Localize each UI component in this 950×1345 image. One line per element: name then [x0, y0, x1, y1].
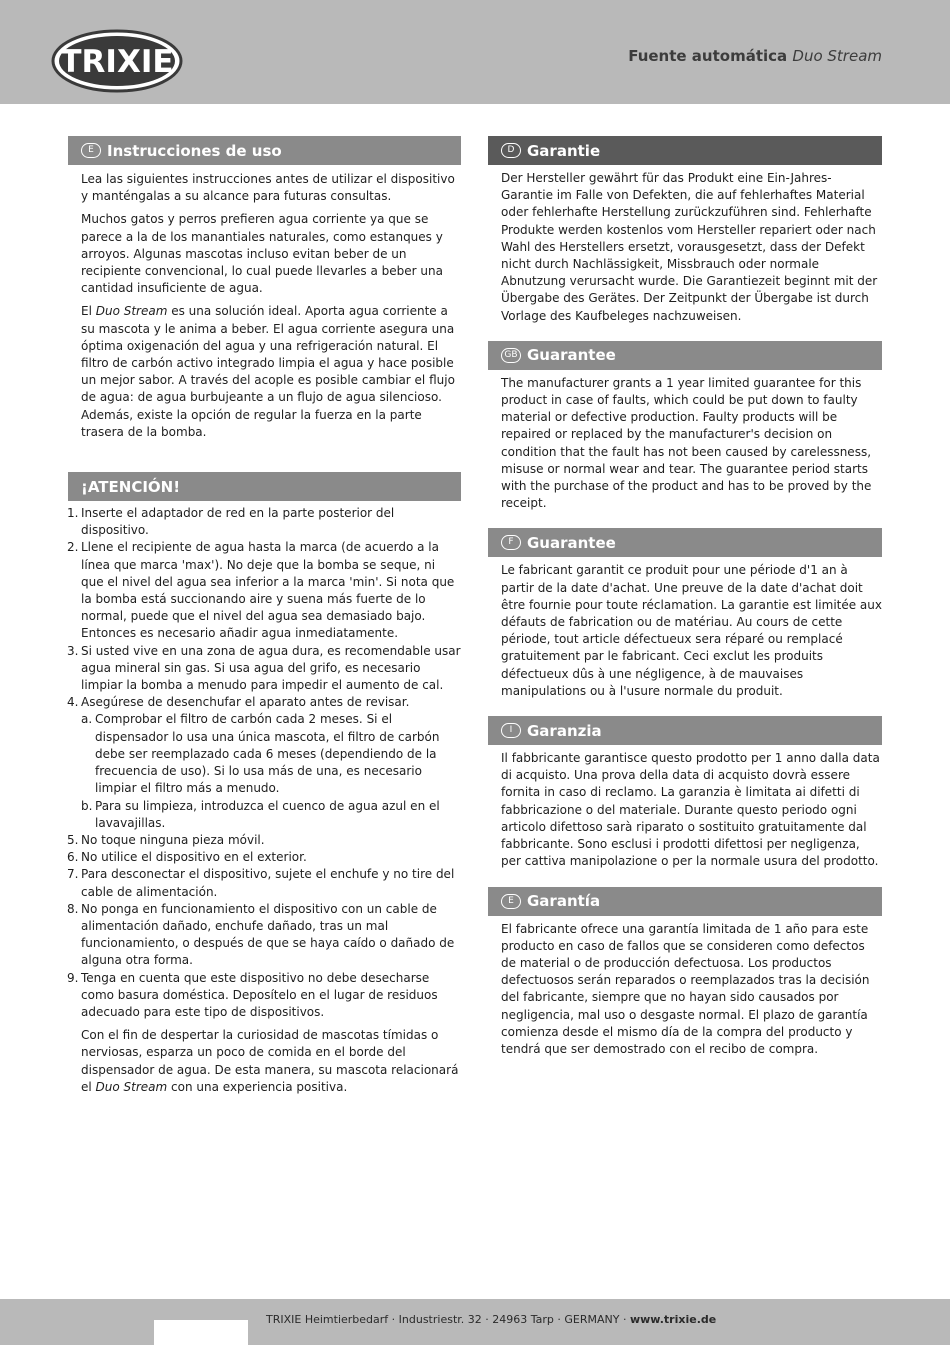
list-item: 3. Si usted vive en una zona de agua dura, es recomendable usar agua mineral sin gas. Si usa agua del grifo, es necesario limpiar la bomba a menudo para impedir el aumento de cal.	[67, 643, 461, 693]
sub-list	[81, 711, 461, 831]
language-badge: GB	[501, 348, 521, 363]
product-title: Fuente automática Duo Stream	[628, 47, 882, 65]
list-item: 4. Asegúrese de desenchufar el aparato antes de revisar. a. Comprobar el filtro de carbón cada 2 meses. Si el dispensador lo usa una única mascota, el filtro de carbón debe ser reemplazado cada 6 meses (dependiendo de la frecuencia de uso). Si lo usa más de una, es necesario limpiar el filtro más a menudo. b. Para su limpieza, introduzca el cuenco de agua azul en el lavavajillas.	[68, 694, 461, 832]
section-title: Instrucciones de uso	[107, 141, 282, 160]
language-badge: I	[501, 723, 521, 738]
language-badge: F	[501, 535, 521, 550]
instructions-header	[68, 136, 461, 165]
section-header	[488, 716, 882, 745]
list-item: 1. Inserte el adaptador de red en la parte posterior del dispositivo.	[67, 506, 395, 538]
list-item: 6. No utilice el dispositivo en el exterior.	[67, 850, 307, 865]
section-title: Garantía	[527, 892, 601, 910]
section-header	[488, 528, 882, 557]
sub-list-item: b. Para su limpieza, introduzca el cuenco de agua azul en el lavavajillas.	[81, 798, 440, 830]
section-title: ¡ATENCIÓN!	[81, 477, 181, 496]
guarantee-section-de	[488, 136, 882, 325]
list-item: 5. No toque ninguna pieza móvil.	[67, 832, 265, 847]
right-column	[488, 136, 882, 1058]
list-item: 9. Tenga en cuenta que este dispositivo no debe desecharse como basura doméstica. Deposítelo en el lugar de residuos adecuado para este tipo de dispositivos.	[67, 970, 438, 1019]
paragraph: Muchos gatos y perros prefieren agua corriente ya que se parece a la de los manantiales naturales, como estanques y arroyos. Algunas mascotas incluso evitan beber de un recipiente convencional, lo cual puede llevarles a beber una cantidad insuficiente de agua.	[81, 212, 443, 296]
section-title: Guarantee	[527, 346, 616, 365]
section-header	[488, 341, 882, 370]
list-item: 7. Para desconectar el dispositivo, sujete el enchufe y no tire del cable de alimentación.	[67, 867, 455, 899]
language-badge: E	[81, 143, 101, 158]
guarantee-section-gb	[488, 341, 882, 513]
instructions-body	[68, 171, 461, 441]
section-title: Guarantee	[527, 533, 616, 552]
footer-address: TRIXIE Heimtierbedarf · Industriestr. 32 · 24963 Tarp · GERMANY · www.trixie.de	[266, 1313, 717, 1326]
language-badge: E	[501, 894, 521, 909]
trixie-logo	[50, 28, 184, 94]
guarantee-section-fr	[488, 528, 882, 700]
section-title: Garantie	[527, 141, 601, 160]
paragraph: El Duo Stream es una solución ideal. Aporta agua corriente a su mascota y le anima a beber. El agua corriente asegura una óptima oxigenación del agua y una refrigeración natural. El filtro de carbón activo integrado limpia el agua y hace posible un mejor sabor. A través del acople es posible cambiar el flujo de agua: de agua burbujeante a un flujo de agua silencioso. Además, existe la opción de regular la fuerza en la parte trasera de la bomba.	[81, 304, 455, 439]
sub-list-item: a. Comprobar el filtro de carbón cada 2 meses. Si el dispensador lo usa una única mascota, el filtro de carbón debe ser reemplazado cada 6 meses (dependiendo de la frecuencia de uso). Si lo usa más de una, es necesario limpiar el filtro más a menudo.	[81, 712, 440, 796]
page-footer	[0, 1299, 950, 1345]
left-column	[68, 136, 461, 1096]
website-link[interactable]: www.trixie.de	[629, 1313, 717, 1326]
section-text: Der Hersteller gewährt für das Produkt eine Ein-Jahres-Garantie im Falle von Defekten, die auf fehlerhaftes Material oder fehlerhafte Herstellung zurückzuführen sind. Fehlerhafte Produkte werden kostenlos vom Hersteller repariert oder nach Wahl des Herstellers ersetzt, vorausgesetzt, dass der Defekt nicht durch Nachlässigkeit, Missbrauch oder normale Abnutzung verursacht wurde. Die Garantiezeit beginnt mit der Übergabe des Gerätes. Der Zeitpunkt der Übergabe ist durch Vorlage des Kaufbeleges nachzuweisen.	[501, 171, 878, 323]
section-title: Garanzia	[527, 721, 602, 740]
language-badge: D	[501, 143, 521, 158]
attention-header	[68, 472, 461, 501]
footer-label-box	[154, 1320, 248, 1345]
list-item: 2. Llene el recipiente de agua hasta la marca (de acuerdo a la línea que marca 'max'). No deje que la bomba se seque, ni que el nivel del agua sea inferior a la marca 'min'. Si nota que la bomba está succionando aire y suena más fuerte de lo normal, puede que el nivel del agua sea demasiado bajo. Entonces es necesario añadir agua inmediatamente.	[67, 540, 455, 641]
section-header	[488, 887, 882, 916]
list-item: 8. No ponga en funcionamiento el dispositivo con un cable de alimentación dañado, enchufe dañado, tras un mal funcionamiento, o después de que se haya caído o dañado de alguna otra forma.	[67, 901, 455, 968]
paragraph: Lea las siguientes instrucciones antes de utilizar el dispositivo y manténgalas a su alcance para futuras consultas.	[81, 172, 455, 204]
section-header	[488, 136, 882, 165]
section-text: The manufacturer grants a 1 year limited guarantee for this product in case of faults, which could be put down to faulty material or defective production. Faulty products will be repaired or replaced by the manufacturer's decision on condition that the fault has not been caused by carelessness, misuse or normal wear and tear. The guarantee period starts with the purchase of the product and has to be proved by the receipt.	[501, 375, 872, 511]
guarantee-section-es	[488, 887, 882, 1059]
section-text: El fabricante ofrece una garantía limitada de 1 año para este producto en caso de fallos que se consideren como defectos de material o de producción defectuosa. Los productos defectuosos serán reparados o reemplazados tras la decisión del fabricante, siempre que no hayan sido causados por negligencia, mal uso o desgaste normal. El plazo de garantía comienza desde el mismo día de la compra del producto y tendrá que ser demostrado con el recibo de compra.	[501, 921, 870, 1056]
brand-text: TRIXIE	[60, 44, 174, 80]
page-header	[0, 0, 950, 104]
section-text: Il fabbricante garantisce questo prodotto per 1 anno dalla data di acquisto. Una prova della data di acquisto dovrà essere fornita in caso di reclamo. La garanzia è limitata ai difetti di fabbricazione o del materiale. Durante questo periodo ogni articolo difettoso sarà riparato o sostituito gratuitamente dal fabbricante. Sono esclusi i prodotti difettosi per negligenza, per cattiva manipolazione o per la normale usura del prodotto.	[501, 751, 880, 869]
section-text: Le fabricant garantit ce produit pour une période d'1 an à partir de la date d'achat. Une preuve de la date d'achat doit être fournie pour toute réclamation. La garantie est limitée aux défauts de fabrication ou de matériau. Au cours de cette période, tout article défectueux sera réparé ou remplacé gratuitement par le fabricant. Ceci exclut les produits défectueux dûs à une négligence, à de mauvaises manipulations ou à l'usure normale du produit.	[501, 563, 882, 698]
closing-paragraph: Con el fin de despertar la curiosidad de mascotas tímidas o nerviosas, esparza un poco de comida en el borde del dispensador de agua. De esta manera, su mascota relacionará el Duo Stream con una experiencia positiva.	[81, 1028, 459, 1094]
guarantee-section-it	[488, 716, 882, 870]
attention-list	[68, 505, 461, 1021]
